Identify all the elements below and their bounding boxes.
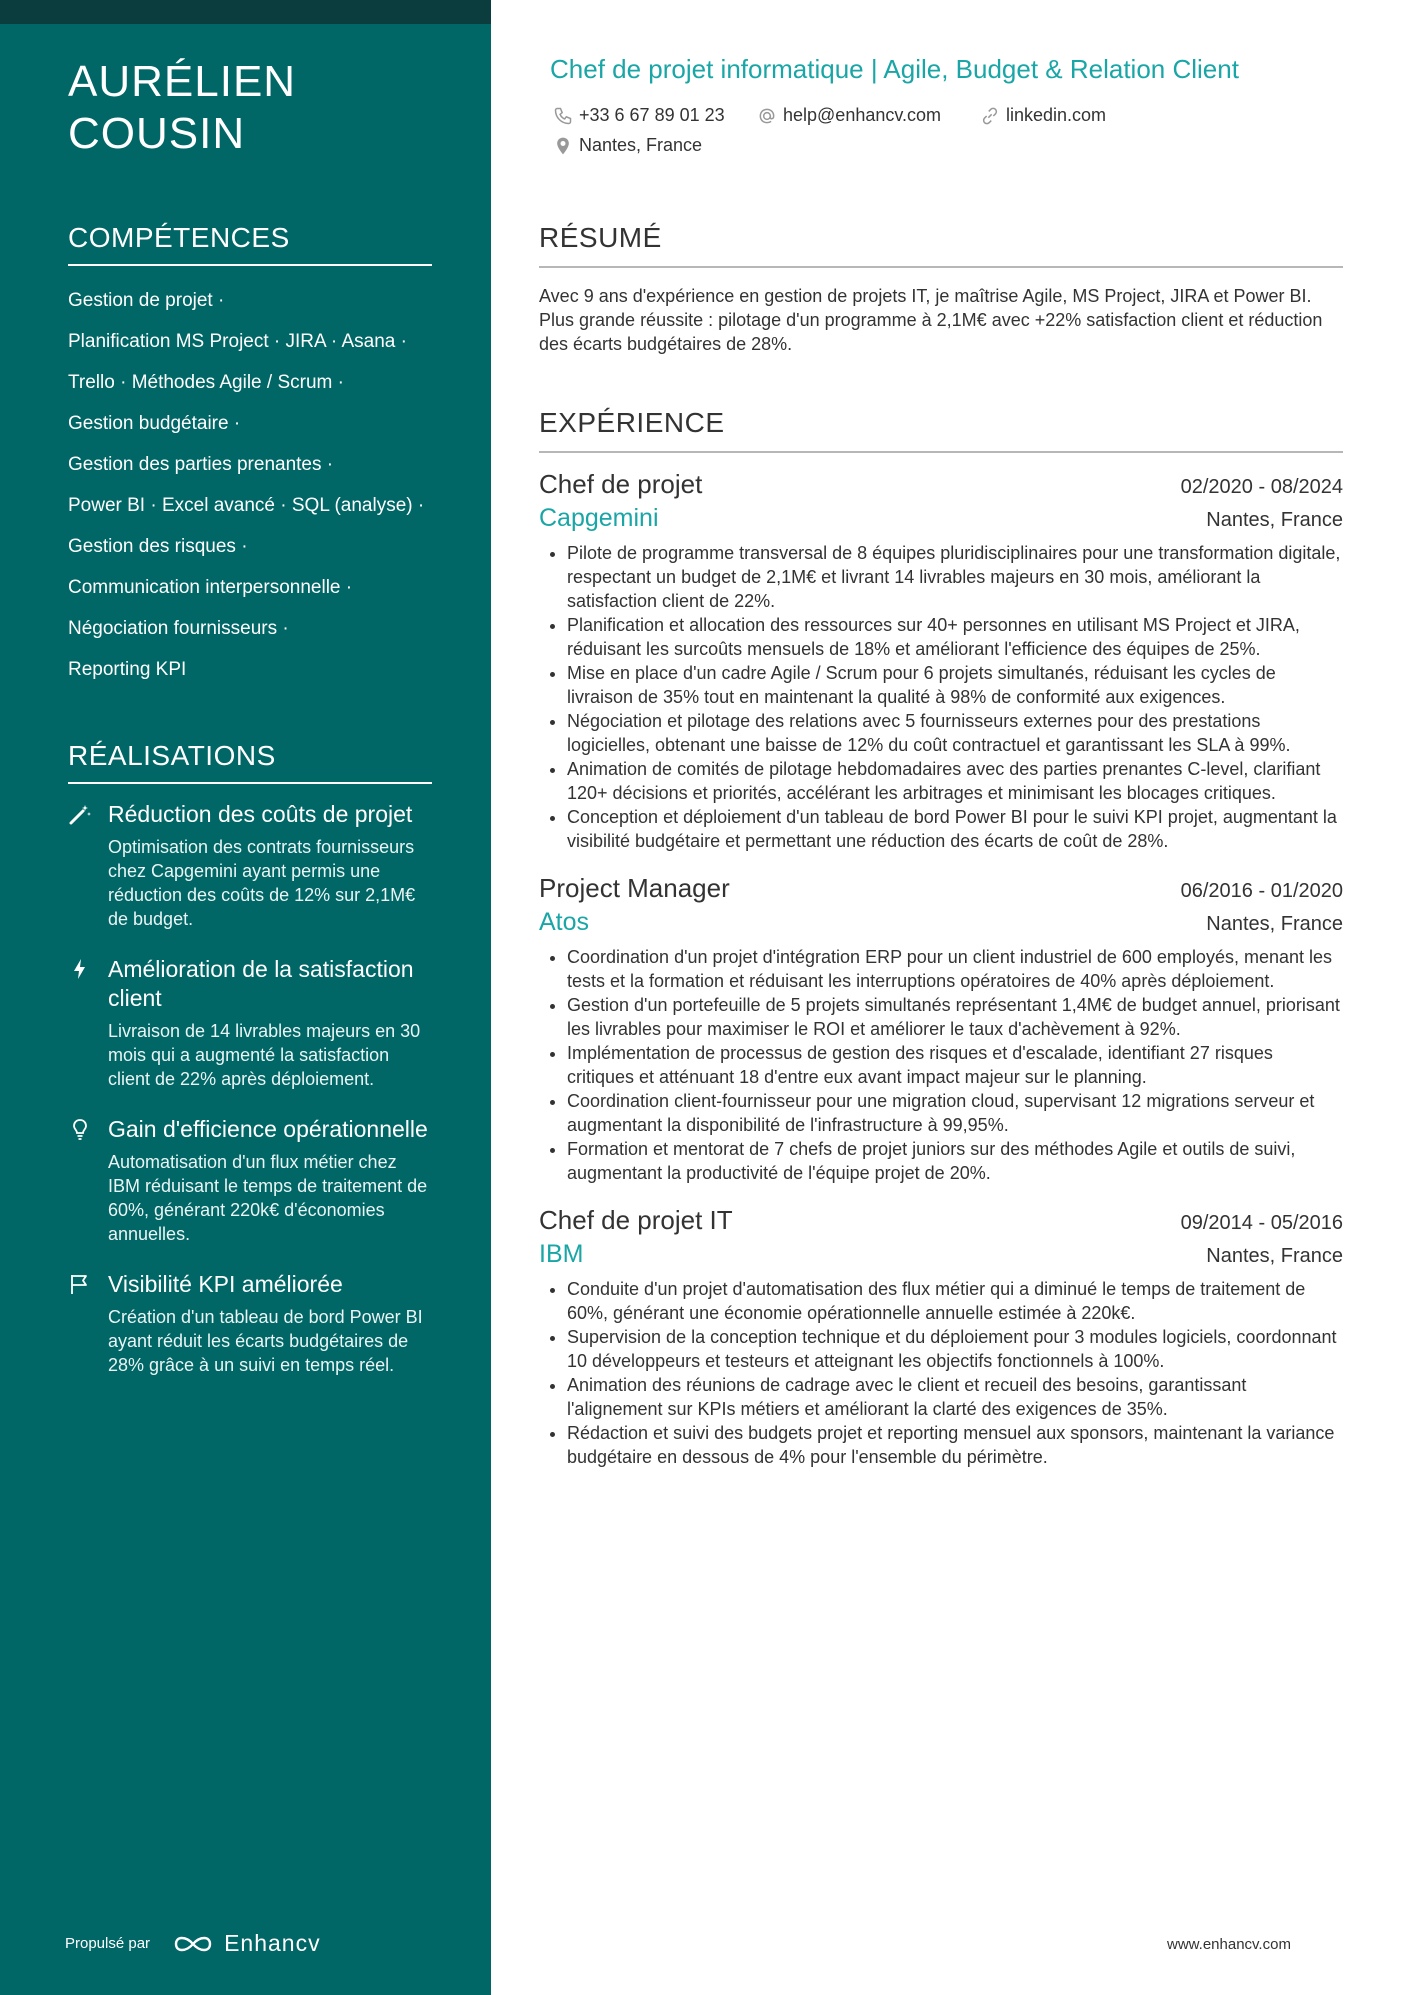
job-entry	[539, 1205, 1343, 1469]
enhancv-brand-name: Enhancv	[224, 1930, 321, 1956]
sidebar-top-bar	[0, 0, 491, 24]
contact-email[interactable]	[757, 105, 941, 126]
skill-item: Gestion des parties prenantes ·	[68, 454, 334, 475]
job-title-row	[539, 469, 1343, 500]
skill-item: Trello · Méthodes Agile / Scrum ·	[68, 372, 344, 393]
summary-section	[539, 222, 1343, 356]
powered-by	[65, 1930, 321, 1957]
skills-heading: COMPÉTENCES	[68, 222, 432, 266]
candidate-name	[68, 56, 296, 160]
job-dates: 02/2020 - 08/2024	[1180, 476, 1343, 498]
job-company-row	[539, 504, 1343, 533]
job-entry	[539, 469, 1343, 853]
job-location: Nantes, France	[1206, 509, 1343, 531]
contact-linkedin[interactable]	[980, 105, 1106, 126]
first-name: AURÉLIEN	[68, 57, 297, 106]
achievement-title: Visibilité KPI améliorée	[108, 1271, 343, 1297]
job-bullets	[539, 945, 1343, 1185]
phone-text: +33 6 67 89 01 23	[579, 105, 725, 125]
skill-item: Gestion de projet ·	[68, 290, 225, 311]
link-icon	[980, 106, 1000, 126]
job-bullet: • Implémentation de processus de gestion des risques et d'escalade, identifiant 27 risques critiques et atténuant 18 d'entre eux avant impact majeur sur le planning.	[567, 1041, 1343, 1089]
job-company-row	[539, 1240, 1343, 1269]
skills-section	[68, 222, 432, 690]
enhancv-logo	[170, 1930, 321, 1957]
contact-location	[553, 135, 702, 156]
skill-item: Power BI · Excel avancé · SQL (analyse) ·	[68, 495, 425, 516]
achievements-heading: RÉALISATIONS	[68, 740, 432, 784]
summary-heading: RÉSUMÉ	[539, 222, 1343, 268]
job-bullet: • Coordination d'un projet d'intégration ERP pour un client industriel de 600 employés, menant les tests et la formation et réduisant les interruptions opératoires de 40% après déploiement.	[567, 945, 1343, 993]
contact-phone[interactable]	[553, 105, 725, 126]
job-bullet: • Gestion d'un portefeuille de 5 projets simultanés représentant 1,4M€ de budget annuel, priorisant les livrables pour maximiser le ROI et améliorer le taux d'achèvement à 92%.	[567, 993, 1343, 1041]
job-bullet: • Négociation et pilotage des relations avec 5 fournisseurs externes pour des prestations logicielles, obtenant une baisse de 12% du coût contractuel et garantissant les SLA à 99%.	[567, 709, 1343, 757]
footer-url[interactable]: www.enhancv.com	[1167, 1936, 1291, 1953]
skill-item: Négociation fournisseurs ·	[68, 618, 289, 639]
job-title-row	[539, 1205, 1343, 1236]
summary-text: Avec 9 ans d'expérience en gestion de projets IT, je maîtrise Agile, MS Project, JIRA et Power BI. Plus grande réussite : pilotage d'un programme à 2,1M€ avec +22% satisfaction client et réduction des écarts budgétaires de 28%.	[539, 286, 1323, 354]
achievement-description: Optimisation des contrats fournisseurs chez Capgemini ayant permis une réduction des coûts de 12% sur 2,1M€ de budget.	[108, 837, 416, 929]
job-company: Capgemini	[539, 504, 659, 532]
achievement-item	[68, 1270, 432, 1377]
achievement-item	[68, 800, 432, 931]
magic-wand-icon	[68, 802, 94, 828]
job-bullets	[539, 541, 1343, 853]
job-bullet: • Conception et déploiement d'un tableau de bord Power BI pour le suivi KPI projet, augmentant la visibilité budgétaire et permettant une réduction des écarts de coût de 28%.	[567, 805, 1343, 853]
achievement-item	[68, 1115, 432, 1246]
job-bullet: • Supervision de la conception technique et du déploiement pour 3 modules logiciels, coordonnant 10 développeurs et testeurs et atteignant les objectifs fonctionnels à 100%.	[567, 1325, 1343, 1373]
job-bullet: • Animation des réunions de cadrage avec le client et recueil des besoins, garantissant l'alignement sur KPIs métiers et améliorant la clarté des exigences de 35%.	[567, 1373, 1343, 1421]
job-company-row	[539, 908, 1343, 937]
jobs-list	[539, 469, 1343, 1469]
achievements-list	[68, 800, 432, 1377]
job-bullet: • Pilote de programme transversal de 8 équipes pluridisciplinaires pour une transformation digitale, respectant un budget de 2,1M€ et livrant 14 livrables majeurs en 30 mois, améliorant la satisfaction client de 22%.	[567, 541, 1343, 613]
skills-list	[68, 280, 432, 690]
enhancv-logo-icon	[170, 1932, 216, 1956]
achievements-section	[68, 740, 432, 1401]
job-title: Project Manager	[539, 873, 730, 903]
achievement-title: Réduction des coûts de projet	[108, 801, 413, 827]
job-company: Atos	[539, 908, 590, 936]
job-title-row	[539, 873, 1343, 904]
email-text: help@enhancv.com	[783, 105, 942, 125]
job-bullet: • Rédaction et suivi des budgets projet et reporting mensuel aux sponsors, maintenant la variance budgétaire en dessous de 4% pour l'ensemble du périmètre.	[567, 1421, 1343, 1469]
location-text: Nantes, France	[579, 135, 703, 155]
job-bullet: • Mise en place d'un cadre Agile / Scrum pour 6 projets simultanés, réduisant les cycles de livraison de 35% tout en maintenant la qualité à 98% de conformité aux exigences.	[567, 661, 1343, 709]
job-entry	[539, 873, 1343, 1185]
job-title: Chef de projet	[539, 469, 703, 499]
job-company: IBM	[539, 1240, 584, 1268]
experience-section	[539, 407, 1343, 1489]
achievement-description: Automatisation d'un flux métier chez IBM réduisant le temps de traitement de 60%, générant 220k€ d'économies annuelles.	[108, 1152, 428, 1244]
job-bullets	[539, 1277, 1343, 1469]
skill-item: Reporting KPI	[68, 659, 187, 680]
job-bullet: • Coordination client-fournisseur pour une migration cloud, supervisant 12 migrations serveur et augmentant la disponibilité de l'infrastructure à 99,95%.	[567, 1089, 1343, 1137]
headline: Chef de projet informatique | Agile, Budget & Relation Client	[550, 54, 1239, 84]
job-title: Chef de projet IT	[539, 1205, 733, 1235]
job-dates: 06/2016 - 01/2020	[1180, 880, 1343, 902]
skill-item: Gestion budgétaire ·	[68, 413, 241, 434]
experience-heading: EXPÉRIENCE	[539, 407, 1343, 453]
phone-icon	[553, 106, 573, 126]
skill-item: Communication interpersonnelle ·	[68, 577, 353, 598]
achievement-description: Livraison de 14 livrables majeurs en 30 mois qui a augmenté la satisfaction client de 22% après déploiement.	[108, 1021, 421, 1089]
location-pin-icon	[553, 136, 573, 156]
job-location: Nantes, France	[1206, 1245, 1343, 1267]
job-bullet: • Animation de comités de pilotage hebdomadaires avec des parties prenantes C-level, clarifiant 120+ décisions et priorités, accélérant les arbitrages et minimisant les blocages critiques.	[567, 757, 1343, 805]
achievement-title: Gain d'efficience opérationnelle	[108, 1116, 428, 1142]
achievement-description: Création d'un tableau de bord Power BI ayant réduit les écarts budgétaires de 28% grâce à un suivi en temps réel.	[108, 1307, 423, 1375]
job-bullet: • Planification et allocation des ressources sur 40+ personnes en utilisant MS Project et JIRA, réduisant les surcoûts mensuels de 18% et améliorant l'efficience des équipes de 25%.	[567, 613, 1343, 661]
lightbulb-icon	[68, 1117, 94, 1143]
achievement-item	[68, 955, 432, 1091]
sidebar	[0, 0, 491, 1995]
flag-icon	[68, 1272, 94, 1298]
job-bullet: • Conduite d'un projet d'automatisation des flux métier qui a diminué le temps de traitement de 60%, générant une économie opérationnelle annuelle estimée à 220k€.	[567, 1277, 1343, 1325]
last-name: COUSIN	[68, 109, 246, 158]
skill-item: Gestion des risques ·	[68, 536, 248, 557]
skill-item: Planification MS Project · JIRA · Asana ·	[68, 331, 407, 352]
job-dates: 09/2014 - 05/2016	[1180, 1212, 1343, 1234]
linkedin-text: linkedin.com	[1006, 105, 1107, 125]
powered-by-label: Propulsé par	[65, 1935, 151, 1952]
lightning-icon	[68, 957, 94, 983]
achievement-title: Amélioration de la satisfaction client	[108, 956, 414, 1011]
job-bullet: • Formation et mentorat de 7 chefs de projet juniors sur des méthodes Agile et outils de suivi, augmentant la productivité de l'équipe projet de 20%.	[567, 1137, 1343, 1185]
at-icon	[757, 106, 777, 126]
job-location: Nantes, France	[1206, 913, 1343, 935]
